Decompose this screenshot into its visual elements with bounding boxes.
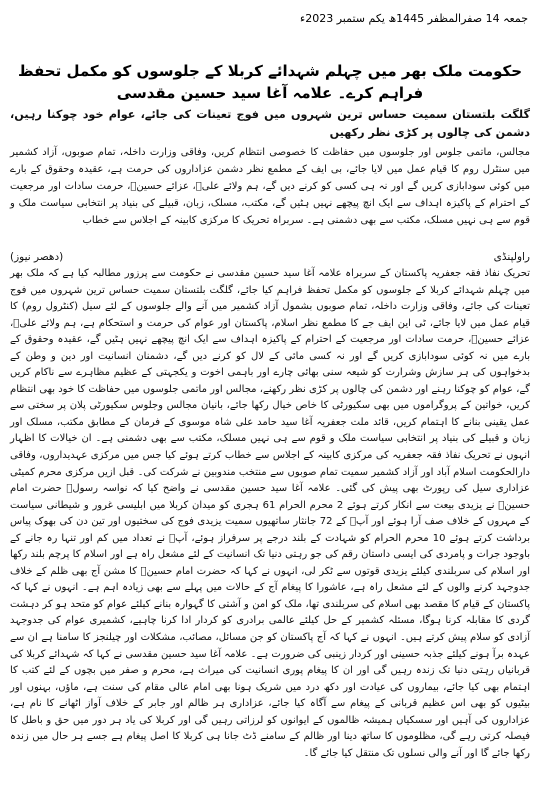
gregorian-month: ستمبر — [336, 12, 366, 25]
section-spacer — [10, 229, 530, 249]
headline-block — [10, 60, 530, 229]
gregorian-day: یکم — [368, 12, 385, 25]
gregorian-year: 2023ء — [300, 12, 334, 25]
byline — [10, 249, 530, 265]
headline: حکومت ملک بھر میں چہلم شہدائے کربلا کے جلوسوں کو مکمل تحفظ فراہم کرے۔ علامہ آغا سید حسین مقدسی — [17, 62, 523, 102]
city: راولپنڈی — [493, 251, 530, 263]
hijri-year: 1445ھ — [388, 12, 425, 25]
lead-subheading: گلگت بلتستان سمیت حساس ترین شہروں میں فوج تعینات کی جائے، عوام خود چوکنا رہیں، دشمن کی چالوں پر کڑی نظر رکھیں — [10, 108, 530, 139]
summary-text: مجالس، ماتمی جلوس اور جلوسوں میں حفاظت کا خصوصی انتظام کریں، وفاقی وزارت داخلہ، تمام صوبوں، آزاد کشمیر میں سنٹرل روم کا قیام عمل میں لایا جائے، بی ایف کے مطمع نظر دشمن عزاداروں کی حرمت ہے، عقیدہ وحقوق کے بارے میں کوئی سودابازی کریں گے اور نہ ہی کسی کو کرنے دیں گے، ہم ولائے علیؑ، عزائے حسینؑ، حرمت سادات اور مرجعیت کے احترام کے پاکیزہ اہداف سے ایک انچ پیچھے نہیں ہٹیں گے، مکتب، مسلک، زبان، قبیلے کی بنیاد پر انتخابی سیاست ملک و قوم سے ہی نہیں مسلک، مکتب سے بھی دشمنی ہے۔ سربراہ تحریک کا مرکزی کابینہ کے اجلاس سے خطاب — [10, 147, 530, 226]
dateline — [10, 10, 528, 32]
article-body: تحریک نفاذ فقہ جعفریہ پاکستان کے سربراہ علامہ آغا سید حسین مقدسی نے حکومت سے پرزور مطالبہ کیا ہے کہ ملک بھر میں چہلم شہدائے کربلا کے جلوسوں کو مکمل تحفظ فراہم کیا جائے، گلگت بلتستان سمیت حساس ترین شہروں میں فوج تعینات کی جائے، وفاقی وزارت داخلہ، تمام صوبوں بشمول آزاد کشمیر میں آنے والے جلوسوں کے لئے سیل (کنٹرول روم) کا قیام عمل میں لایا جائے، ٹی این ایف جے کا مطمع نظر اسلام، پاکستان اور عوام کی حرمت و استحکام ہے، ہم ولائے علیؑ، عزائے حسینؑ، حرمت سادات اور مرجعیت کے احترام کے پاکیزہ اہداف سے ایک انچ پیچھے نہیں ہٹیں گے، عقیدہ وحقوق کے بارے میں نہ کوئی سودابازی کریں گے اور نہ کسی مائی کے لال کو کرنے دیں گے، دشمنان انسانیت اور دین و وطن کے بدخواہوں کی ہر سازش وشرارت کو شیعہ سنی بھائی چارے اور باہمی اخوت و یکجہتی کے عظیم مظاہرے سے ناکام کریں گے، عوام کو چوکنا رہنے اور دشمن کی چالوں پر کڑی نظر رکھنے، مجالس اور ماتمی جلوسوں میں حفاظت کا خود بھی انتظام کریں، خواتین کے پروگراموں میں بھی سکیورٹی کا خاص خیال رکھا جائے، بانیان مجالس وجلوس سکیورٹی پلان پر سختی سے عمل یقینی بنانے کا اہتمام کریں، قائد ملت جعفریہ آغا سید حامد علی شاہ موسوی کے فرمان کے مطابق مکتب، مسلک اور زبان و قبیلے کی بنیاد پر انتخابی سیاست ملک و قوم سے ہی نہیں مسلک، مکتب سے بھی دشمنی ہے۔ ان خیالات کا اظہار انہوں نے تحریک نفاذ فقہ جعفریہ کی مرکزی کابینہ کے اجلاس سے خطاب کرتے ہوئے کیا جس میں مرکزی عہدیداروں، وفاقی دارالحکومت اسلام آباد اور آزاد کشمیر سمیت تمام صوبوں سے منتخب مندوبین نے شرکت کی۔ قبل ازیں مرکزی محرم کمیٹی عزاداری سیل کی رپورٹ بھی پیش کی گئی۔ علامہ آغا سید حسین مقدسی نے واضح کیا کہ نواسہ رسولؐ حضرت امام حسینؑ نے یزیدی بیعت سے انکار کرتے ہوئے 2 محرم الحرام 61 ہجری کو میدان کربلا میں ابلیسی غرور و شیطانی سیاست کے مہروں کے خلاف صف آرا ہوئے اور آپؑ کے 72 جانثار ساتھیوں سمیت یزیدی فوج کی سختیوں اور تین دن کی بھوک پیاس برداشت کرتے ہوئے 10 محرم الحرام کو شہادت کے بلند درجے پر سرفراز ہوئے، آپؑ نے تعداد میں کم اور تنہا رہ جانے کے باوجود جرات و پامردی کی ایسی داستان رقم کی جو رہتی دنیا تک انسانیت کے لئے مشعل راہ ہے اور اسلام کا پرچم بلند رکھا اور اسلام کی سربلندی کیلئے یزیدی قوتوں سے ٹکر لی، انہوں نے کہا کہ حضرت امام حسینؑ کا مشن آج بھی ظلم کے خلاف جدوجہد کرنے والوں کے لئے مشعل راہ ہے، عاشورا کا پیغام آج کے حالات میں پہلے سے بھی زیادہ اہم ہے۔ انہوں نے کہا کہ پاکستان کے قیام کا مقصد بھی اسلام کی سربلندی تھا، ملک کو امن و آشتی کا گہوارہ بنانے کیلئے عوام کو متحد ہو کر دہشت گردی کا مقابلہ کرنا ہوگا، مسئلہ کشمیر کے حل کیلئے عالمی برادری کو کردار ادا کرنا چاہیے، کشمیری عوام کی جدوجہد آزادی کو سلام پیش کرتے ہیں۔ انہوں نے کہا کہ آج پاکستان کو جن مسائل، مصائب، مشکلات اور چیلنجز کا سامنا ہے ان سے عہدہ برآ ہونے کیلئے جذبہ حسینی اور کردار زینبی کی ضرورت ہے۔ علامہ آغا سید حسین مقدسی نے کہا کہ شہدائے کربلا کی قربانیاں رہتی دنیا تک زندہ رہیں گی اور ان کا پیغام پوری انسانیت کی میراث ہے، محرم و صفر میں بچوں کے لئے کتب کا اہتمام بھی کیا جائے، بیماروں کی عیادت اور دکھ درد میں شریک ہونا بھی امام عالی مقام کی سنت ہے، ماؤں، بہنوں اور بیٹیوں کو بھی اس عظیم قربانی کے پیغام سے آگاہ کیا جائے، عزاداری ہر ظالم اور جابر کے خلاف آواز اٹھانے کا نام ہے، عزاداروں کی آہیں اور سسکیاں ہمیشہ ظالموں کے ایوانوں کو لرزاتی رہیں گی اور کربلا کی یاد ہر دور میں حق و باطل کا فیصلہ کرتی رہے گی، مظلوموں کا ساتھ دینا اور ظالم کے سامنے ڈٹ جانا ہی کربلا کا اصل پیغام ہے جسے ہر حال میں زندہ رکھا جائے گا اور آنے والی نسلوں تک منتقل کیا جائے گا۔ — [10, 268, 530, 759]
hijri-day: 14 — [485, 12, 500, 25]
weekday: جمعہ — [503, 12, 528, 25]
news-agency: (دھصر نیوز) — [10, 251, 64, 263]
hijri-month: صفرالمظفر — [427, 12, 483, 25]
